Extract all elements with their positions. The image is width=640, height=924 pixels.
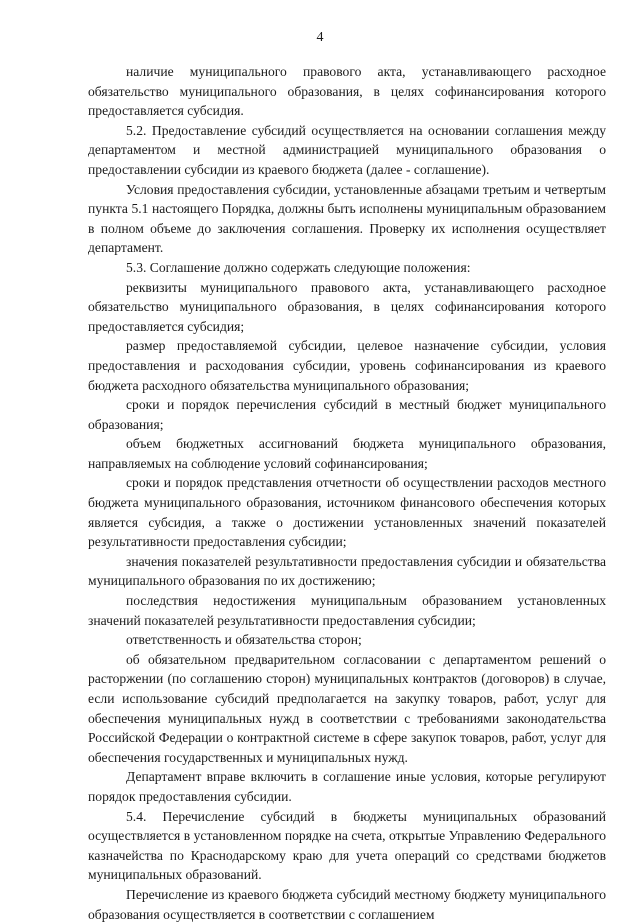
paragraph: объем бюджетных ассигнований бюджета муниципального образования, направляемых на соблюдение условий софинансирования; (88, 436, 606, 471)
page-number: 4 (316, 30, 324, 45)
paragraph: 5.4. Перечисление субсидий в бюджеты муниципальных образований осуществляется в установленном порядке на счета, открытые Управлению Федерального казначейства по Краснодарскому краю для учета операций со средствами бюджетов муниципальных образований. (88, 808, 606, 883)
paragraph: сроки и порядок перечисления субсидий в местный бюджет муниципального образования; (88, 397, 606, 432)
paragraph: последствия недостижения муниципальным образованием установленных значений показателей результативности предоставления субсидии; (88, 593, 606, 628)
paragraph: размер предоставляемой субсидии, целевое назначение субсидии, условия предоставления и расходования субсидии, уровень софинансирования из краевого бюджета расходного обязательства муниципального образования; (88, 338, 606, 393)
paragraph: сроки и порядок представления отчетности об осуществлении расходов местного бюджета муниципального образования, источником финансового обеспечения которых является субсидия, а также о достижении установленных значений показателей результативности предоставления субсидии; (88, 475, 606, 550)
paragraph: Перечисление из краевого бюджета субсидий местному бюджету муниципального образования осуществляется в соответствии с соглашением (88, 886, 606, 922)
paragraph: реквизиты муниципального правового акта, устанавливающего расходное обязательство муниципального образования, в целях софинансирования которого предоставляется субсидия; (88, 279, 606, 334)
document-body (88, 62, 606, 924)
paragraph: 5.2. Предоставление субсидий осуществляется на основании соглашения между департаментом и местной администрацией муниципального образования о предоставлении субсидии из краевого бюджета (далее - соглашение). (88, 122, 606, 177)
paragraph: наличие муниципального правового акта, устанавливающего расходное обязательство муниципального образования, в целях софинансирования которого предоставляется субсидия. (88, 64, 606, 119)
paragraph: значения показателей результативности предоставления субсидии и обязательства муниципального образования по их достижению; (88, 553, 606, 589)
paragraph: ответственность и обязательства сторон; (126, 632, 362, 648)
paragraph: 5.3. Соглашение должно содержать следующие положения: (126, 259, 471, 275)
paragraph: об обязательном предварительном согласовании с департаментом решений о расторжении (по соглашению сторон) муниципальных контрактов (договоров) в случае, если использование субсидий предполагается на закупку товаров, работ, услуг для обеспечения муниципальных нужд в соответствии с требованиями законодательства Российской Федерации о контрактной системе в сфере закупок товаров, работ, услуг для обеспечения государственных и муниципальных нужд. (88, 651, 606, 765)
paragraph: Условия предоставления субсидии, установленные абзацами третьим и четвертым пункта 5.1 настоящего Порядка, должны быть исполнены муниципальным образованием в полном объеме до заключения соглашения. Проверку их исполнения осуществляет департамент. (88, 181, 606, 256)
paragraph: Департамент вправе включить в соглашение иные условия, которые регулируют порядок предоставления субсидии. (88, 769, 606, 804)
